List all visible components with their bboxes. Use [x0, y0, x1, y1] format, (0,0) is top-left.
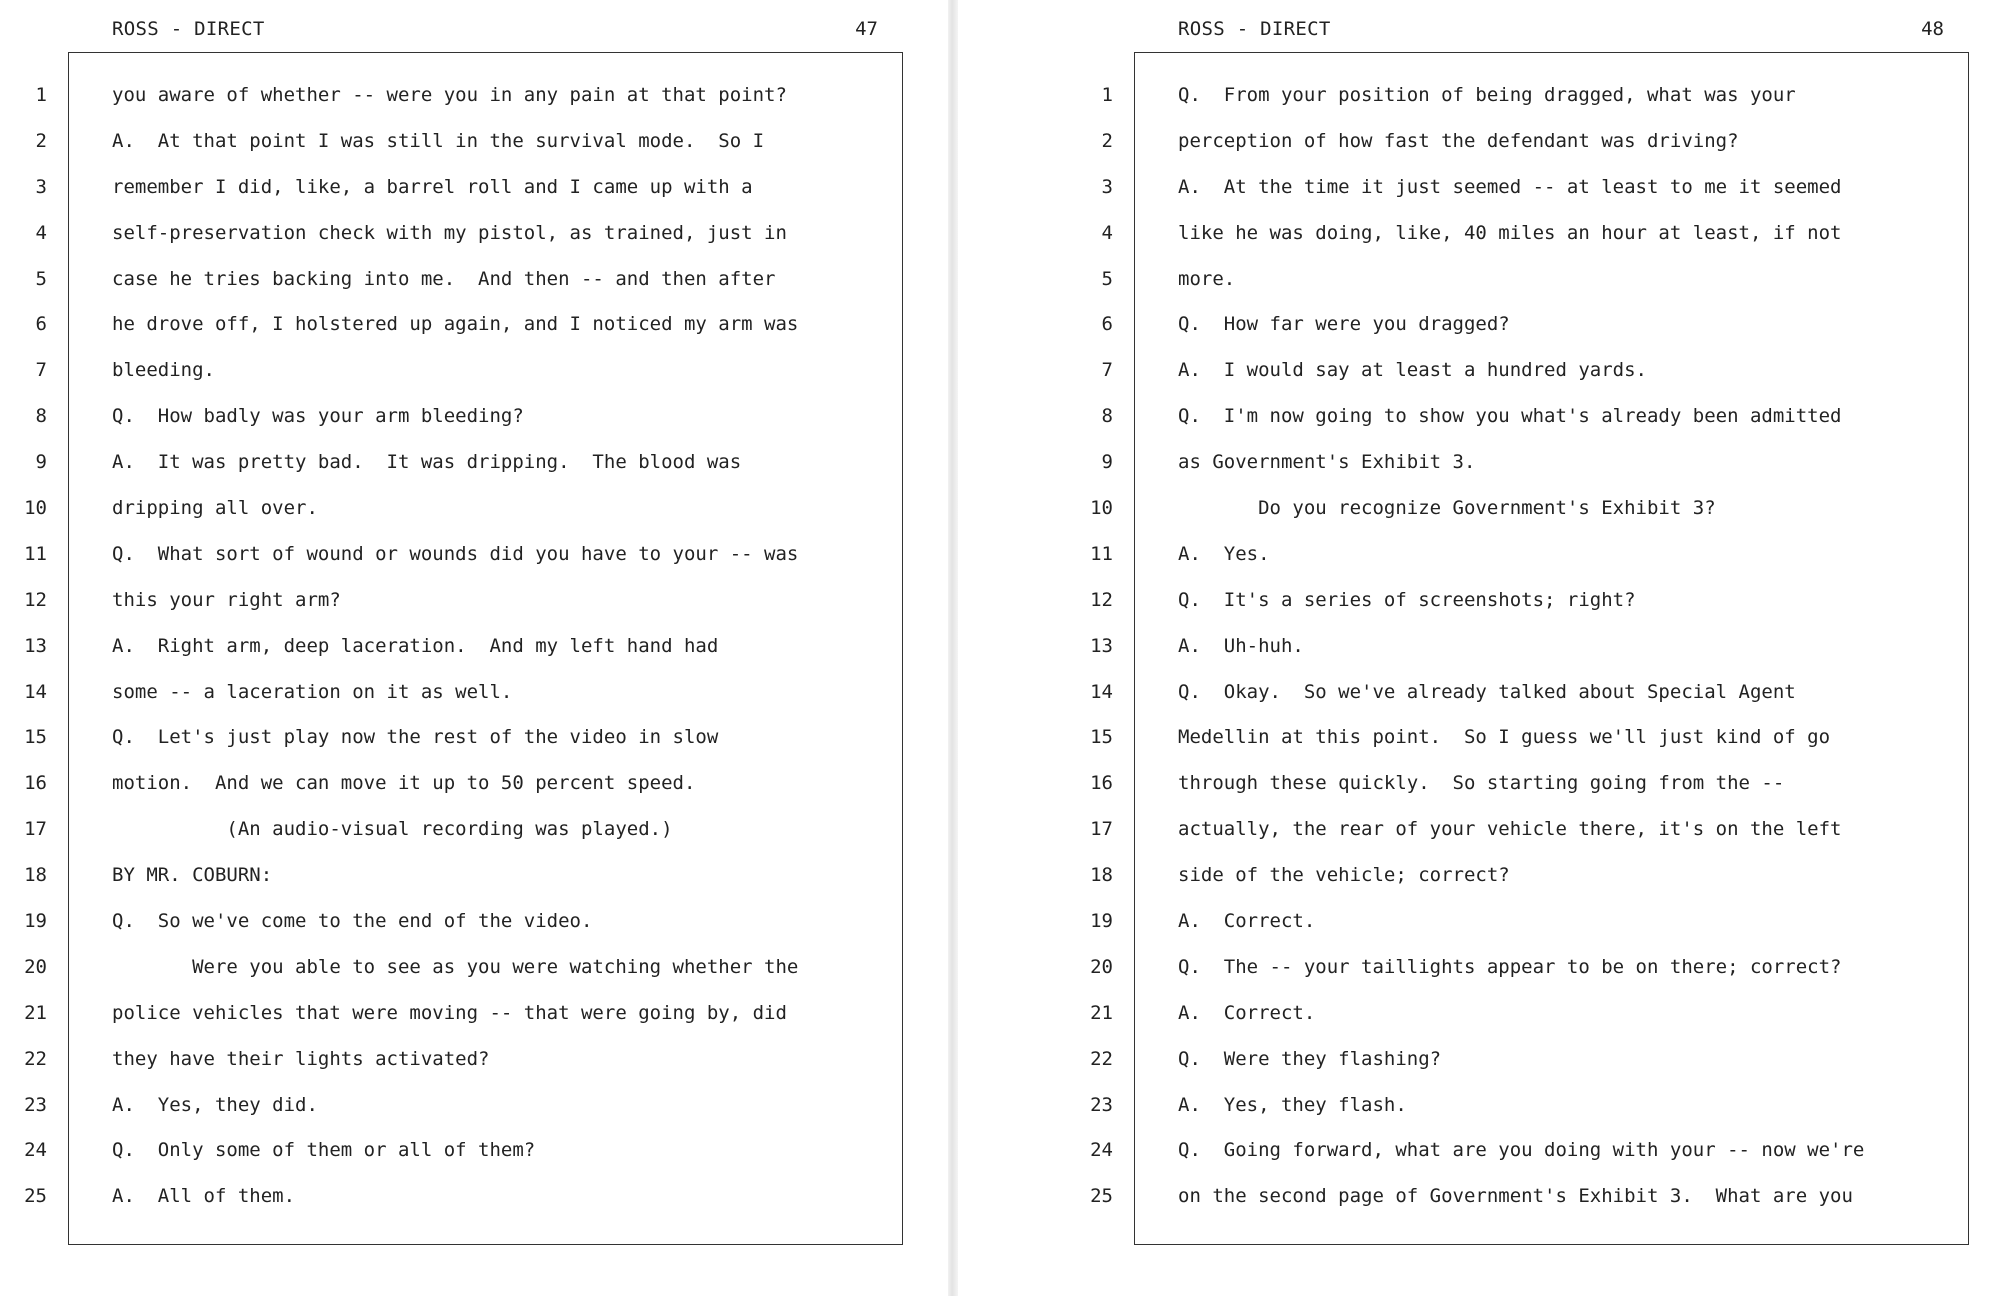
transcript-line — [1066, 210, 2000, 256]
line-number: 7 — [35, 359, 47, 382]
transcript-line — [1066, 301, 2000, 347]
line-number: 2 — [1101, 129, 1113, 152]
line-text: side of the vehicle; correct? — [1178, 864, 1510, 887]
transcript-line — [0, 944, 940, 990]
line-number: 21 — [24, 1001, 47, 1024]
line-number: 15 — [1090, 726, 1113, 749]
transcript-line — [1066, 439, 2000, 485]
line-number: 11 — [1090, 542, 1113, 565]
transcript-line — [1066, 1127, 2000, 1173]
transcript-line — [1066, 485, 2000, 531]
line-number: 2 — [35, 129, 47, 152]
transcript-line — [1066, 623, 2000, 669]
line-text: like he was doing, like, 40 miles an hour at least, if not — [1178, 221, 1842, 244]
line-text: actually, the rear of your vehicle there, it's on the left — [1178, 818, 1842, 841]
line-number: 7 — [1101, 359, 1113, 382]
line-text: police vehicles that were moving -- that were going by, did — [112, 1001, 787, 1024]
line-text: Q. So we've come to the end of the video. — [112, 910, 593, 933]
line-number: 3 — [1101, 175, 1113, 198]
line-text: Q. It's a series of screenshots; right? — [1178, 588, 1636, 611]
line-text: he drove off, I holstered up again, and I noticed my arm was — [112, 313, 799, 336]
line-text: dripping all over. — [112, 497, 318, 520]
transcript-line — [0, 990, 940, 1036]
line-text: some -- a laceration on it as well. — [112, 680, 513, 703]
line-text: A. At the time it just seemed -- at least to me it seemed — [1178, 175, 1842, 198]
line-text: through these quickly. So starting going from the -- — [1178, 772, 1785, 795]
line-text: A. Yes, they flash. — [1178, 1093, 1407, 1116]
line-number: 19 — [1090, 910, 1113, 933]
transcript-line — [1066, 531, 2000, 577]
transcript-line — [0, 301, 940, 347]
line-number: 3 — [35, 175, 47, 198]
transcript-line — [0, 347, 940, 393]
line-text: Q. What sort of wound or wounds did you have to your -- was — [112, 542, 799, 565]
page-header-title: ROSS - DIRECT — [1178, 18, 1331, 40]
transcript-line — [1066, 1173, 2000, 1219]
line-number: 24 — [24, 1139, 47, 1162]
line-text: remember I did, like, a barrel roll and I came up with a — [112, 175, 753, 198]
transcript-line — [1066, 714, 2000, 760]
line-number: 11 — [24, 542, 47, 565]
line-number: 23 — [24, 1093, 47, 1116]
line-number: 16 — [24, 772, 47, 795]
line-number: 9 — [1101, 451, 1113, 474]
line-text: as Government's Exhibit 3. — [1178, 451, 1476, 474]
line-text: Do you recognize Government's Exhibit 3? — [1178, 497, 1716, 520]
line-text: Q. Let's just play now the rest of the video in slow — [112, 726, 719, 749]
line-text: Medellin at this point. So I guess we'll just kind of go — [1178, 726, 1831, 749]
transcript-line — [1066, 852, 2000, 898]
line-number: 6 — [35, 313, 47, 336]
transcript-line — [0, 118, 940, 164]
transcript-line — [0, 898, 940, 944]
transcript-line — [0, 760, 940, 806]
line-number: 14 — [1090, 680, 1113, 703]
line-number: 9 — [35, 451, 47, 474]
transcript-line — [0, 72, 940, 118]
line-text: A. All of them. — [112, 1185, 296, 1208]
transcript-line — [1066, 1082, 2000, 1128]
line-text: Q. I'm now going to show you what's already been admitted — [1178, 405, 1842, 428]
line-number: 19 — [24, 910, 47, 933]
line-text: you aware of whether -- were you in any pain at that point? — [112, 84, 787, 106]
transcript-line — [0, 1127, 940, 1173]
line-text: this your right arm? — [112, 588, 341, 611]
transcript-line — [0, 393, 940, 439]
line-text: more. — [1178, 267, 1236, 290]
line-number: 12 — [1090, 588, 1113, 611]
line-text: Q. Going forward, what are you doing with your -- now we're — [1178, 1139, 1865, 1162]
line-number: 5 — [1101, 267, 1113, 290]
line-text: Q. How badly was your arm bleeding? — [112, 405, 524, 428]
line-text: A. Yes. — [1178, 542, 1270, 565]
line-text: Q. Okay. So we've already talked about Special Agent — [1178, 680, 1796, 703]
line-text: A. Yes, they did. — [112, 1093, 318, 1116]
transcript-line — [1066, 256, 2000, 302]
transcript-line — [1066, 990, 2000, 1036]
line-number: 8 — [1101, 405, 1113, 428]
transcript-line — [0, 164, 940, 210]
transcript-line — [1066, 1036, 2000, 1082]
line-number: 21 — [1090, 1001, 1113, 1024]
line-text: A. At that point I was still in the survival mode. So I — [112, 129, 765, 152]
line-number: 20 — [24, 955, 47, 978]
transcript-line — [0, 806, 940, 852]
transcript-line — [0, 714, 940, 760]
line-number: 13 — [1090, 634, 1113, 657]
transcript-line — [0, 1082, 940, 1128]
line-text: A. Correct. — [1178, 910, 1316, 933]
line-text: Q. The -- your taillights appear to be on there; correct? — [1178, 955, 1842, 978]
line-text: A. It was pretty bad. It was dripping. The blood was — [112, 451, 742, 474]
transcript-line — [1066, 669, 2000, 715]
line-number: 12 — [24, 588, 47, 611]
line-number: 6 — [1101, 313, 1113, 336]
line-number: 15 — [24, 726, 47, 749]
page-number: 48 — [1921, 18, 1944, 40]
transcript-lines — [1066, 72, 2000, 1219]
transcript-line — [0, 210, 940, 256]
line-number: 25 — [24, 1185, 47, 1208]
line-number: 25 — [1090, 1185, 1113, 1208]
line-number: 4 — [35, 221, 47, 244]
line-number: 24 — [1090, 1139, 1113, 1162]
line-number: 20 — [1090, 955, 1113, 978]
transcript-line — [1066, 164, 2000, 210]
transcript-line — [0, 1036, 940, 1082]
transcript-line — [1066, 72, 2000, 118]
line-number: 18 — [1090, 864, 1113, 887]
line-text: case he tries backing into me. And then -- and then after — [112, 267, 776, 290]
transcript-line — [1066, 347, 2000, 393]
line-text: Q. How far were you dragged? — [1178, 313, 1510, 336]
transcript-lines — [0, 72, 940, 1219]
line-text: A. Uh-huh. — [1178, 634, 1304, 657]
line-text: they have their lights activated? — [112, 1047, 490, 1070]
page-divider — [948, 0, 958, 1296]
transcript-line — [0, 852, 940, 898]
line-number: 23 — [1090, 1093, 1113, 1116]
line-number: 1 — [1101, 84, 1113, 106]
transcript-line — [0, 256, 940, 302]
transcript-line — [0, 531, 940, 577]
transcript-line — [0, 669, 940, 715]
line-text: A. Correct. — [1178, 1001, 1316, 1024]
page-number: 47 — [855, 18, 878, 40]
line-text: Q. Only some of them or all of them? — [112, 1139, 536, 1162]
transcript-line — [1066, 760, 2000, 806]
transcript-line — [0, 577, 940, 623]
line-number: 5 — [35, 267, 47, 290]
line-text: Were you able to see as you were watching whether the — [112, 955, 799, 978]
line-number: 22 — [24, 1047, 47, 1070]
transcript-page-48 — [1066, 0, 2000, 1296]
line-text: Q. From your position of being dragged, what was your — [1178, 84, 1796, 106]
line-text: perception of how fast the defendant was driving? — [1178, 129, 1739, 152]
transcript-line — [0, 439, 940, 485]
transcript-line — [0, 623, 940, 669]
transcript-line — [1066, 118, 2000, 164]
transcript-line — [1066, 393, 2000, 439]
line-text: BY MR. COBURN: — [112, 864, 273, 887]
line-text: A. Right arm, deep laceration. And my left hand had — [112, 634, 719, 657]
line-number: 17 — [1090, 818, 1113, 841]
line-number: 1 — [35, 84, 47, 106]
line-text: self-preservation check with my pistol, as trained, just in — [112, 221, 787, 244]
line-text: on the second page of Government's Exhibit 3. What are you — [1178, 1185, 1853, 1208]
transcript-line — [1066, 806, 2000, 852]
transcript-line — [0, 485, 940, 531]
line-text: motion. And we can move it up to 50 percent speed. — [112, 772, 696, 795]
line-text: Q. Were they flashing? — [1178, 1047, 1442, 1070]
line-number: 10 — [24, 497, 47, 520]
line-number: 17 — [24, 818, 47, 841]
line-number: 14 — [24, 680, 47, 703]
line-number: 4 — [1101, 221, 1113, 244]
transcript-line — [1066, 944, 2000, 990]
line-number: 8 — [35, 405, 47, 428]
line-number: 16 — [1090, 772, 1113, 795]
line-text: A. I would say at least a hundred yards. — [1178, 359, 1647, 382]
page-header-title: ROSS - DIRECT — [112, 18, 265, 40]
transcript-page-47 — [0, 0, 940, 1296]
line-number: 13 — [24, 634, 47, 657]
line-number: 10 — [1090, 497, 1113, 520]
line-number: 18 — [24, 864, 47, 887]
transcript-line — [1066, 898, 2000, 944]
transcript-line — [1066, 577, 2000, 623]
transcript-line — [0, 1173, 940, 1219]
line-text: (An audio-visual recording was played.) — [112, 818, 673, 841]
line-number: 22 — [1090, 1047, 1113, 1070]
line-text: bleeding. — [112, 359, 215, 382]
